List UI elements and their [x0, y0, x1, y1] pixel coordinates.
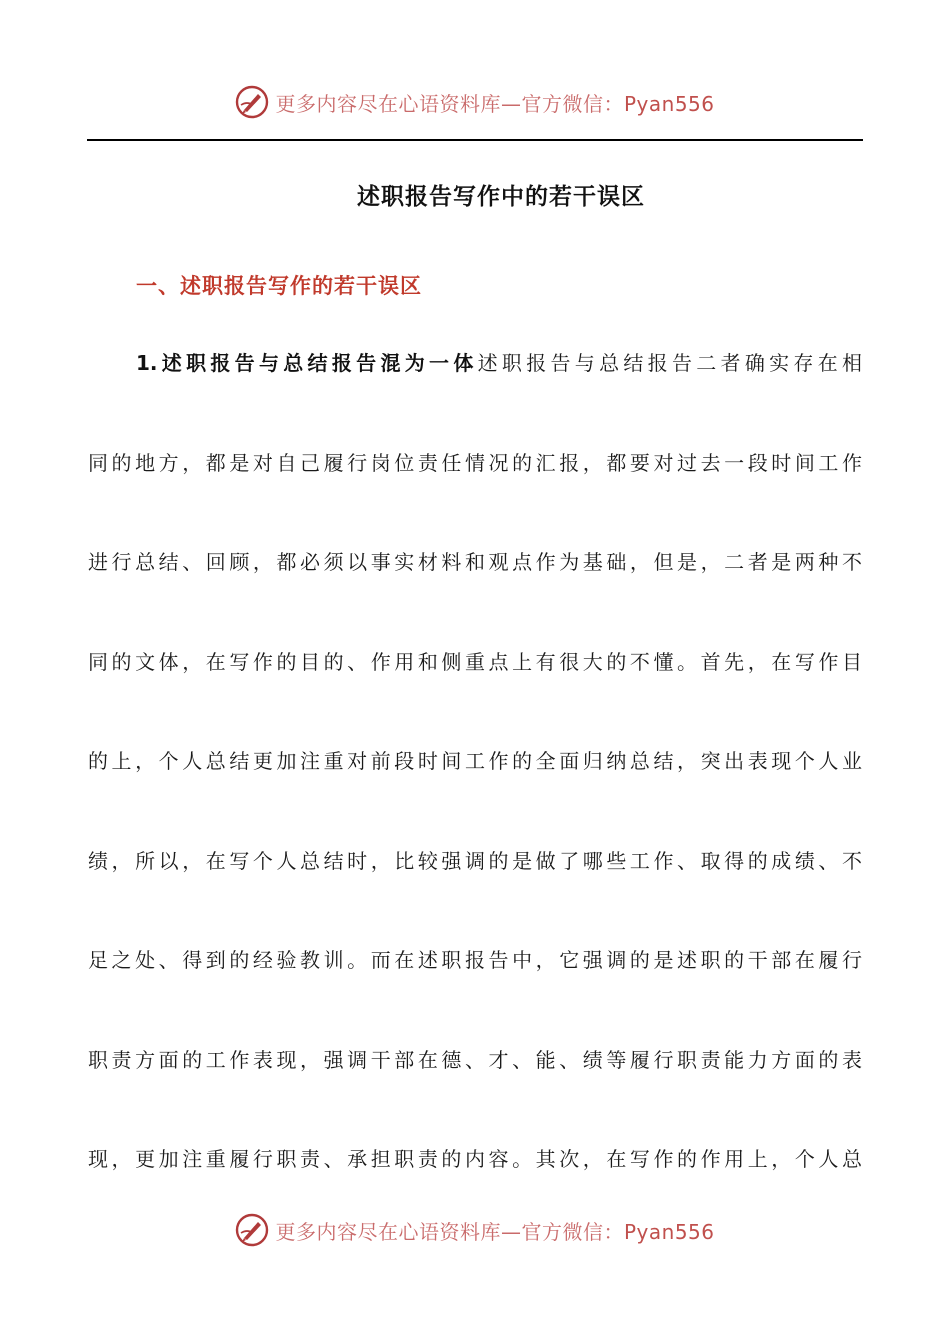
paragraph-line: 进行总结、回顾，都必须以事实材料和观点作为基础，但是，二者是两种不: [88, 550, 862, 574]
paragraph-line: 同的地方，都是对自己履行岗位责任情况的汇报，都要对过去一段时间工作: [88, 451, 862, 475]
footer-banner-label: 更多内容尽在心语资料库—官方微信：: [275, 1219, 624, 1244]
footer-banner-brand: Pyan556: [623, 1219, 715, 1244]
paragraph-line: 足之处、得到的经验教训。而在述职报告中，它强调的是述职的干部在履行: [88, 948, 862, 972]
section-heading: 一、述职报告写作的若干误区: [136, 274, 422, 298]
paragraph-lead: 1.述职报告与总结报告混为一体: [136, 351, 478, 375]
header-banner-label: 更多内容尽在心语资料库—官方微信：: [275, 91, 624, 116]
paragraph-line: [136, 349, 862, 377]
paragraph-line: 职责方面的工作表现，强调干部在德、才、能、绩等履行职责能力方面的表: [88, 1048, 862, 1072]
header-banner: [0, 82, 950, 122]
pen-logo-icon: [235, 85, 269, 119]
paragraph-line-text: 述职报告与总结报告二者确实存在相: [477, 351, 862, 375]
pen-logo-icon: [235, 1213, 269, 1247]
paragraph-line: 现，更加注重履行职责、承担职责的内容。其次，在写作的作用上，个人总: [88, 1147, 862, 1171]
header-divider: [87, 139, 863, 141]
paragraph-line: 同的文体，在写作的目的、作用和侧重点上有很大的不懂。首先，在写作目: [88, 650, 862, 674]
paragraph-line: 绩，所以，在写个人总结时，比较强调的是做了哪些工作、取得的成绩、不: [88, 849, 862, 873]
document-title: 述职报告写作中的若干误区: [357, 184, 645, 210]
paragraph-line: 的上，个人总结更加注重对前段时间工作的全面归纳总结，突出表现个人业: [88, 749, 862, 773]
header-banner-text: [275, 88, 714, 117]
footer-banner: [0, 1210, 950, 1250]
footer-banner-text: [275, 1216, 714, 1245]
header-banner-brand: Pyan556: [623, 91, 715, 116]
